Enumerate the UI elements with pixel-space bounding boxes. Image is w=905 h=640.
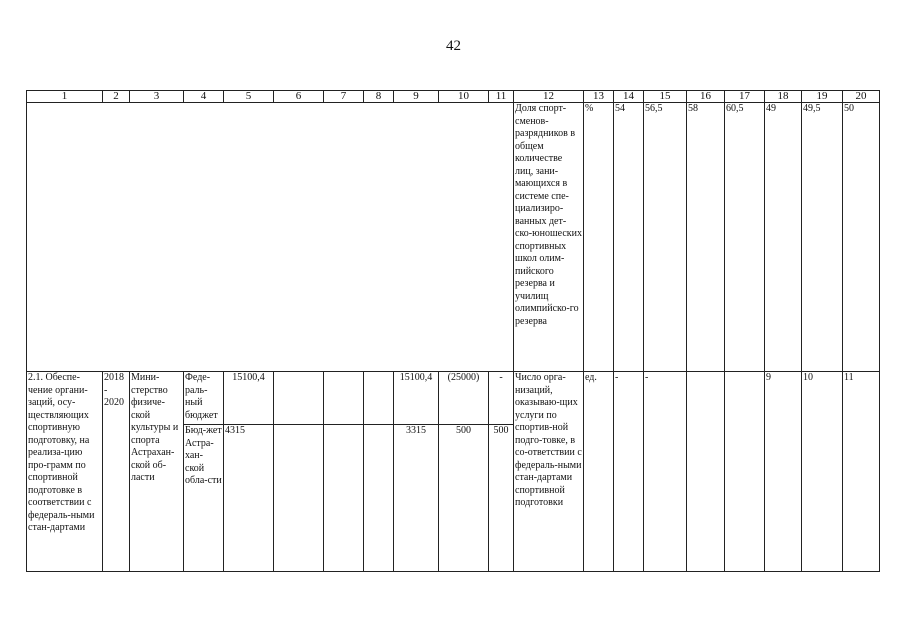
program-table [26, 90, 880, 572]
col-header: 11 [489, 91, 514, 103]
value-cell: 58 [687, 103, 725, 372]
empty-cell [274, 425, 324, 572]
col-header: 12 [514, 91, 584, 103]
col-header: 1 [27, 91, 103, 103]
value-cell: - [614, 372, 644, 572]
federal-col10: (25000) [439, 372, 489, 425]
value-cell [725, 372, 765, 572]
empty-cell [324, 372, 364, 425]
federal-total: 15100,4 [224, 372, 274, 425]
empty-cell [324, 425, 364, 572]
funding-source-federal: Феде-раль-ный бюджет [184, 372, 224, 425]
col-header: 4 [184, 91, 224, 103]
measure-period: 2018 - 2020 [103, 372, 130, 572]
empty-cell [274, 372, 324, 425]
col-header: 15 [644, 91, 687, 103]
regional-col9: 3315 [394, 425, 439, 572]
col-header: 7 [324, 91, 364, 103]
col-header: 6 [274, 91, 324, 103]
value-cell: - [644, 372, 687, 572]
value-cell: 49 [765, 103, 802, 372]
empty-cell [364, 425, 394, 572]
empty-cell [364, 372, 394, 425]
value-cell: 49,5 [802, 103, 843, 372]
col-header: 5 [224, 91, 274, 103]
col-header: 3 [130, 91, 184, 103]
col-header: 16 [687, 91, 725, 103]
federal-col11: - [489, 372, 514, 425]
value-cell: 56,5 [644, 103, 687, 372]
header-row [27, 91, 880, 103]
value-cell: 50 [843, 103, 880, 372]
measure-executor: Мини-стерство физиче-ской культуры и спорта Астрахан-ской об-ласти [130, 372, 184, 572]
value-cell: 60,5 [725, 103, 765, 372]
value-cell: 54 [614, 103, 644, 372]
col-header: 20 [843, 91, 880, 103]
measure-name: 2.1. Обеспе-чение органи-заций, осу-ществляющих спортивную подготовку, на реализа-цию про-грамм по спортивной подготовке в соответствии с федераль-ными стан-дартами [27, 372, 103, 572]
table-row [27, 372, 880, 425]
col-header: 18 [765, 91, 802, 103]
value-cell: 9 [765, 372, 802, 572]
col-header: 17 [725, 91, 765, 103]
measure-indicator: Число орга-низаций, оказываю-щих услуги по спортив-ной подго-товке, в со-ответствии с федераль-ными стан-дартами спортивной подготовки [514, 372, 584, 572]
col-header: 13 [584, 91, 614, 103]
col-header: 2 [103, 91, 130, 103]
regional-col10: 500 [439, 425, 489, 572]
value-cell: 11 [843, 372, 880, 572]
measure-unit: ед. [584, 372, 614, 572]
col-header: 10 [439, 91, 489, 103]
indicator-name: Доля спорт-сменов-разрядников в общем количестве лиц, зани-мающихся в системе спе-циализиро-ванных дет-ско-юношеских спортивных школ олим-пийского резерва и училищ олимпийско-го резерва [514, 103, 584, 372]
funding-source-regional: Бюд-жет Астра-хан-ской обла-сти [184, 425, 224, 572]
regional-total: 4315 [224, 425, 274, 572]
col-header: 14 [614, 91, 644, 103]
page-number: 42 [446, 38, 461, 54]
federal-col9: 15100,4 [394, 372, 439, 425]
empty-cell [27, 103, 514, 372]
indicator-unit: % [584, 103, 614, 372]
value-cell [687, 372, 725, 572]
col-header: 9 [394, 91, 439, 103]
value-cell: 10 [802, 372, 843, 572]
col-header: 19 [802, 91, 843, 103]
table-row [27, 103, 880, 372]
regional-col11: 500 [489, 425, 514, 572]
col-header: 8 [364, 91, 394, 103]
